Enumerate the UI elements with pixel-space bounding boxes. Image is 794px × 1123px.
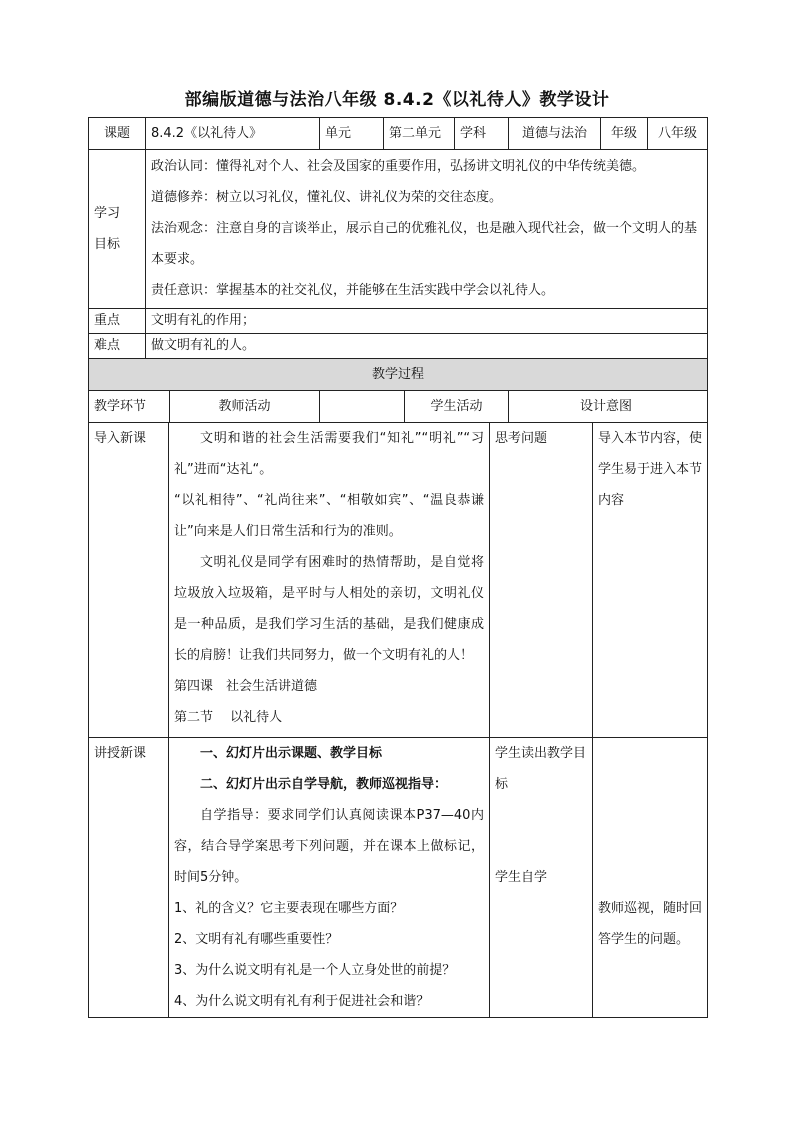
col-intent-label: 设计意图 — [579, 399, 632, 414]
goal-moral: 道德修养：树立以习礼仪，懂礼仪、讲礼仪为荣的交往态度。 — [151, 190, 503, 205]
col-teacher-label: 教师活动 — [169, 391, 319, 422]
lecture-teacher-p3: 自学指导：要求同学们认真阅读课本P37—40内容，结合导学案思考下列问题，并在课本上做标记，时间5分钟。 — [174, 808, 484, 885]
intro-teacher-p1: 文明和谐的社会生活需要我们“知礼”“明礼”“习礼”进而“达礼“。 — [174, 431, 484, 477]
intro-teacher — [169, 423, 490, 738]
goals-row — [89, 150, 708, 309]
goals-content — [146, 150, 708, 309]
subject-value: 道德与法治 — [509, 118, 601, 150]
process-header-row — [89, 391, 708, 423]
col-intent — [509, 391, 708, 423]
lecture-teacher — [169, 738, 490, 1018]
grade-value: 八年级 — [648, 118, 708, 150]
intro-teacher-p5: 第二节 以礼待人 — [174, 710, 283, 725]
col-student-label: 学生活动 — [404, 391, 508, 422]
intro-row — [89, 423, 708, 738]
page-title: 部编版道德与法治八年级 8.4.2《以礼待人》教学设计 — [184, 90, 610, 110]
col-stage-label: 教学环节 — [94, 399, 147, 414]
lecture-stage: 讲授新课 — [89, 738, 169, 1018]
col-teacher-spacer — [320, 391, 404, 422]
goal-legal: 法治观念：注意自身的言谈举止，展示自己的优雅礼仪，也是融入现代社会，做一个文明人的基本要求。 — [151, 221, 698, 267]
process-title-row — [89, 359, 708, 391]
unit-value: 第二单元 — [384, 118, 455, 150]
intro-student: 思考问题 — [490, 423, 593, 738]
intro-teacher-p4: 第四课 社会生活讲道德 — [174, 679, 318, 694]
key-point-label: 重点 — [89, 309, 146, 334]
lecture-teacher-q1: 1、礼的含义？它主要表现在哪些方面？ — [174, 901, 404, 916]
key-point-value: 文明有礼的作用； — [146, 309, 708, 334]
goal-political: 政治认同：懂得礼对个人、社会及国家的重要作用，弘扬讲文明礼仪的中华传统美德。 — [151, 159, 646, 174]
course-label: 课题 — [89, 118, 146, 150]
goals-label-line2: 目标 — [94, 237, 121, 252]
col-teacher — [320, 391, 509, 423]
intro-stage: 导入新课 — [89, 423, 169, 738]
key-point-row — [89, 309, 708, 334]
difficulty-label: 难点 — [89, 334, 146, 359]
lecture-student-1: 学生读出教学目标 — [495, 746, 587, 792]
goal-responsibility: 责任意识：掌握基本的社交礼仪，并能够在生活实践中学会以礼待人。 — [151, 283, 555, 298]
process-section-title: 教学过程 — [89, 359, 708, 391]
header-row — [89, 118, 708, 150]
unit-label: 单元 — [320, 118, 384, 150]
intro-teacher-p2: “以礼相待”、“礼尚往来”、“相敬如宾”、“温良恭谦让”向来是人们日常生活和行为的准则。 — [174, 493, 484, 539]
lesson-plan-table — [88, 117, 708, 423]
goals-label — [89, 150, 146, 309]
lecture-intent-text: 教师巡视，随时回答学生的问题。 — [598, 901, 703, 947]
lecture-teacher-p1: 一、幻灯片出示课题、教学目标 — [200, 746, 383, 761]
difficulty-value: 做文明有礼的人。 — [146, 334, 708, 359]
lecture-teacher-q2: 2、文明有礼有哪些重要性？ — [174, 932, 339, 947]
lecture-student — [490, 738, 593, 1018]
course-value: 8.4.2《以礼待人》 — [146, 118, 320, 150]
intro-teacher-p3: 文明礼仪是同学有困难时的热情帮助，是自觉将垃圾放入垃圾箱，是平时与人相处的亲切，文明礼仪是一种品质，是我们学习生活的基础，是我们健康成长的肩膀！让我们共同努力，做一个文明有礼的人！ — [174, 555, 484, 663]
difficulty-row — [89, 334, 708, 359]
col-stage — [89, 391, 320, 423]
lecture-teacher-p2: 二、幻灯片出示自学导航，教师巡视指导： — [200, 777, 448, 792]
lecture-student-2: 学生自学 — [495, 870, 548, 885]
lecture-intent — [593, 738, 708, 1018]
intro-intent: 导入本节内容，使学生易于进入本节内容 — [593, 423, 708, 738]
lecture-row — [89, 738, 708, 1018]
lecture-teacher-q4: 4、为什么说文明有礼有利于促进社会和谐？ — [174, 994, 430, 1009]
lecture-teacher-q3: 3、为什么说文明有礼是一个人立身处世的前提？ — [174, 963, 456, 978]
goals-label-line1: 学习 — [94, 206, 121, 221]
grade-label: 年级 — [601, 118, 648, 150]
subject-label: 学科 — [455, 118, 509, 150]
process-table — [88, 422, 708, 1018]
